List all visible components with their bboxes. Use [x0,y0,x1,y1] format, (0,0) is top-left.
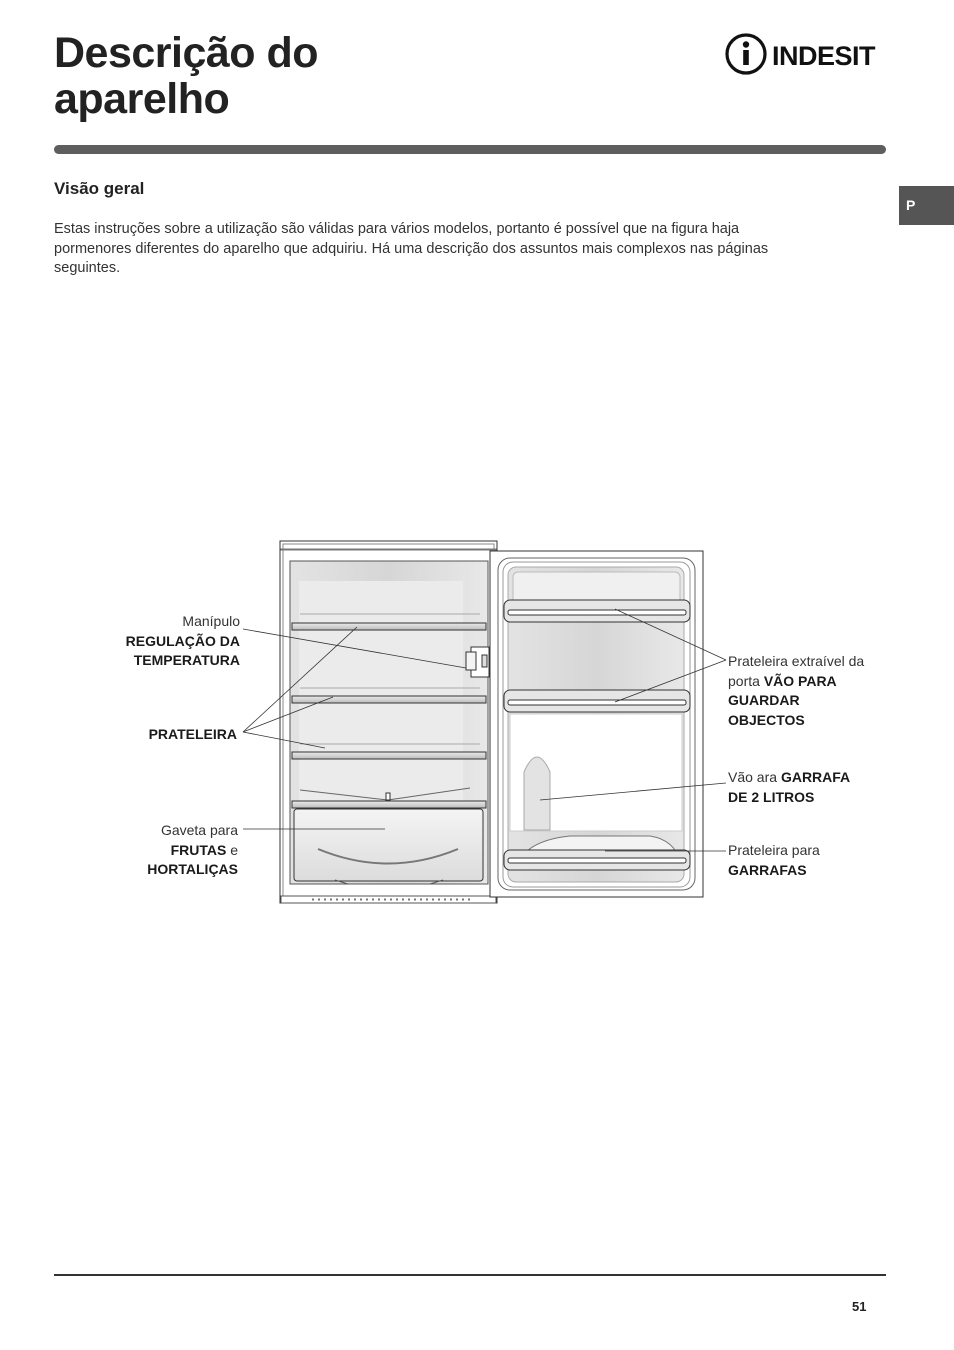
door-shelf-middle [504,690,690,712]
label-door-shelf: Prateleira extraível da porta VÃO PARA GUARDAR OBJECTOS [728,653,865,728]
language-tab: P [899,186,954,225]
label-bottle-shelf: Prateleira para GARRAFAS [728,842,820,878]
brand-wordmark: INDESIT [772,41,876,71]
fridge-door [490,551,703,897]
label-shelf: PRATELEIRA [148,726,237,742]
door-shelf-upper [504,600,690,622]
intro-line-2: pormenores diferentes do aparelho que adquiriu. Há uma descrição dos assuntos mais complexos nas páginas [54,240,769,257]
footer-rule [54,1274,886,1276]
label-crisper: Gaveta para FRUTAS e HORTALIÇAS [147,822,238,877]
intro-line-1: Estas instruções sobre a utilização são válidas para vários modelos, portanto é possível que na figura haja [54,221,740,237]
glass-shelf-1 [292,623,486,630]
title-line-1: Descrição do [54,29,319,77]
label-bottle-space: Vão ara GARRAFA DE 2 LITROS [728,769,851,805]
intro-line-3: seguintes. [54,260,121,276]
bottle-space [524,757,550,830]
glass-shelf-3 [292,752,486,759]
crisper-drawer [294,809,483,884]
page-number: 51 [852,1299,867,1314]
fridge-cabinet [280,541,497,903]
section-title: Visão geral [54,179,145,198]
label-thermostat: Manípulo REGULAÇÃO DA TEMPERATURA [125,613,240,668]
title-line-2: aparelho [54,75,230,123]
